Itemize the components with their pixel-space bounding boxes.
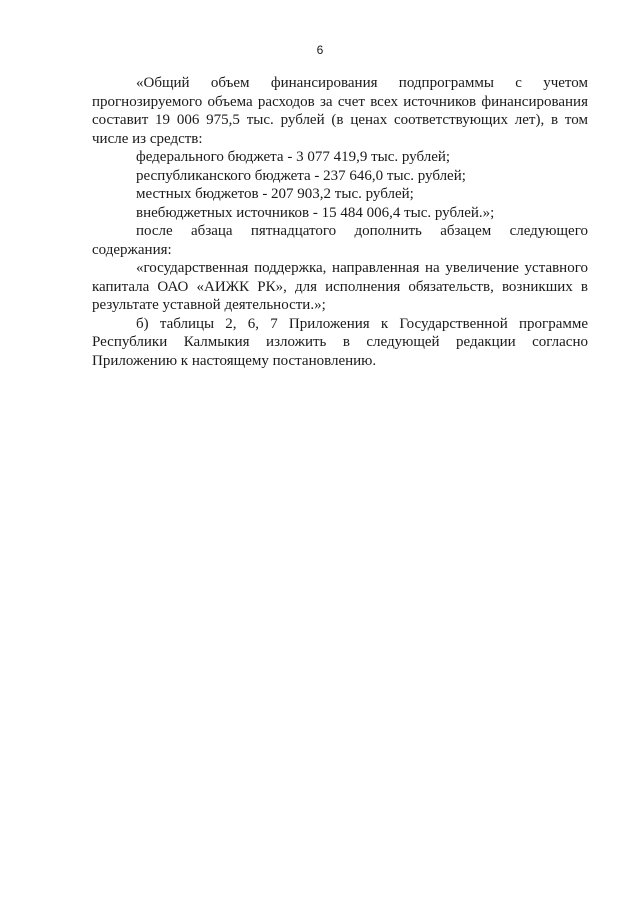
paragraph-tables-amendment: б) таблицы 2, 6, 7 Приложения к Государственной программе Республики Калмыкия изложить в следующей редакции согласно Приложению к настоящему постановлению. <box>92 315 588 369</box>
paragraph-state-support: «государственная поддержка, направленная на увеличение уставного капитала ОАО «АИЖК РК», для исполнения обязательств, возникших в результате уставной деятельности.»; <box>92 260 588 313</box>
paragraph-financing-total: «Общий объем финансирования подпрограммы с учетом прогнозируемого объема расходов за счет всех источников финансирования составит 19 006 975,5 тыс. рублей (в ценах соответствующих лет), в том числе из средств: <box>92 75 588 147</box>
list-item-republic-budget: республиканского бюджета - 237 646,0 тыс. рублей; <box>136 167 466 184</box>
list-item-extra-budget: внебюджетных источников - 15 484 006,4 тыс. рублей.»; <box>136 204 495 221</box>
list-item-local-budgets: местных бюджетов - 207 903,2 тыс. рублей; <box>136 186 414 202</box>
list-item-federal-budget: федерального бюджета - 3 077 419,9 тыс. рублей; <box>136 149 451 165</box>
page-number: 6 <box>316 43 324 57</box>
paragraph-amendment-instruction: после абзаца пятнадцатого дополнить абзацем следующего содержания: <box>92 223 588 258</box>
document-body <box>92 74 588 370</box>
